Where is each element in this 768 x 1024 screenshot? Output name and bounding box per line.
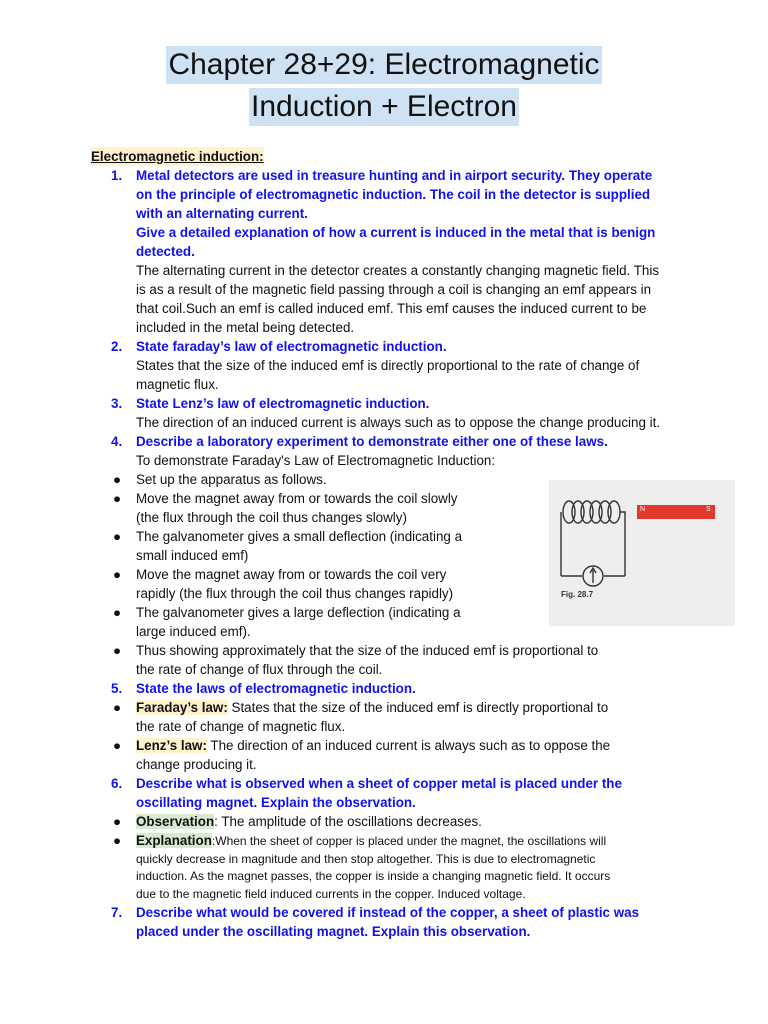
list-item	[91, 527, 546, 565]
question-5	[91, 679, 691, 698]
text-line: Describe what would be covered if instead of the copper, a sheet of plastic was	[136, 905, 640, 920]
question-7	[91, 903, 691, 941]
question-text	[136, 903, 691, 941]
text-line: Move the magnet away from or towards the coil slowly	[136, 491, 458, 506]
observation-label: Observation	[136, 814, 215, 829]
text-line: Metal detectors are used in treasure hunting and in airport security. They operate	[136, 168, 653, 183]
document-title	[0, 46, 768, 126]
lenz-law-label: Lenz’s law:	[136, 738, 207, 753]
bullet-icon: ●	[113, 472, 122, 487]
bullet-icon: ●	[113, 491, 122, 506]
text-line: change producing it.	[136, 757, 257, 772]
text-line: magnetic flux.	[136, 377, 219, 392]
question-1	[91, 166, 691, 337]
list-item	[91, 641, 691, 679]
list-item	[91, 470, 546, 489]
question-3	[91, 394, 691, 432]
text-line: Move the magnet away from or towards the coil very	[136, 567, 447, 582]
magnet-s-label: S	[706, 506, 711, 513]
text-line: :When the sheet of copper is placed under the magnet, the oscillations will	[211, 834, 607, 848]
bullet-icon: ●	[113, 814, 122, 829]
text-line: States that the size of the induced emf is directly proportional to	[227, 700, 609, 715]
answer-text	[136, 261, 691, 337]
title-line-2: Induction + Electron	[249, 88, 519, 126]
section-heading: Electromagnetic induction:	[91, 149, 264, 164]
bullet-icon: ●	[113, 529, 122, 544]
answer-text: To demonstrate Faraday's Law of Electromagnetic Induction:	[136, 453, 496, 468]
bullet-icon: ●	[113, 643, 122, 658]
text-line: rapidly (the flux through the coil thus changes rapidly)	[136, 586, 454, 601]
text-line: the rate of change of magnetic flux.	[136, 719, 346, 734]
answer-text: The direction of an induced current is always such as to oppose the change producing it.	[136, 415, 661, 430]
text-line: : The amplitude of the oscillations decreases.	[214, 814, 482, 829]
text-line: Thus showing approximately that the size of the induced emf is proportional to	[136, 643, 599, 658]
text-line: (the flux through the coil thus changes slowly)	[136, 510, 407, 525]
text-line: small induced emf)	[136, 548, 249, 563]
question-number: 1.	[111, 168, 123, 183]
text-line: detected.	[136, 244, 195, 259]
figure-caption: Fig. 28.7	[561, 590, 594, 599]
text-line: The galvanometer gives a large deflection (indicating a	[136, 605, 461, 620]
text-line: Set up the apparatus as follows.	[136, 472, 327, 487]
magnet-n-label: N	[640, 506, 646, 513]
text-line: the rate of change of flux through the coil.	[136, 662, 383, 677]
text-line: with an alternating current.	[136, 206, 308, 221]
question-2	[91, 337, 691, 394]
text-line: induction. As the magnet passes, the copper is inside a changing magnetic field. It occurs	[136, 869, 611, 883]
question-text	[136, 166, 691, 261]
bullet-icon: ●	[113, 833, 122, 848]
list-item	[91, 603, 546, 641]
question-number: 5.	[111, 681, 123, 696]
text-line: on the principle of electromagnetic induction. The coil in the detector is supplied	[136, 187, 651, 202]
question-number: 4.	[111, 434, 123, 449]
text-line: due to the magnetic field induced currents in the copper. Induced voltage.	[136, 886, 526, 901]
list-item	[91, 812, 691, 831]
list-item	[91, 565, 546, 603]
text-line: States that the size of the induced emf is directly proportional to the rate of change of	[136, 358, 640, 373]
question-number: 6.	[111, 776, 123, 791]
bullet-icon: ●	[113, 738, 122, 753]
question-text: Describe a laboratory experiment to demonstrate either one of these laws.	[136, 434, 608, 449]
text-line: Give a detailed explanation of how a current is induced in the metal that is benign	[136, 225, 656, 240]
text-line: The alternating current in the detector creates a constantly changing magnetic field. This	[136, 263, 660, 278]
list-item	[91, 489, 546, 527]
question-text	[136, 774, 691, 812]
text-line: quickly decrease in magnitude and then stop altogether. This is due to electromagnetic	[136, 851, 596, 866]
bullet-icon: ●	[113, 700, 122, 715]
question-6	[91, 774, 691, 812]
bar-magnet-icon	[637, 505, 715, 519]
text-line: included in the metal being detected.	[136, 320, 355, 335]
answer-text	[136, 356, 691, 394]
list-item	[91, 831, 691, 903]
text-line: The direction of an induced current is always such as to oppose the	[206, 738, 611, 753]
question-4	[91, 432, 691, 470]
list-item	[91, 736, 691, 774]
text-line: large induced emf).	[136, 624, 251, 639]
observation-list	[91, 812, 691, 903]
question-text: State Lenz’s law of electromagnetic induction.	[136, 396, 430, 411]
text-line: that coil.Such an emf is called induced emf. This emf causes the induced current to be	[136, 301, 647, 316]
figure-coil-galvanometer	[549, 480, 735, 626]
list-item	[91, 698, 691, 736]
text-line: is as a result of the magnetic field passing through a coil is changing an emf appears in	[136, 282, 652, 297]
explanation-label: Explanation	[136, 833, 212, 848]
question-number: 3.	[111, 396, 123, 411]
question-text: State faraday’s law of electromagnetic induction.	[136, 339, 447, 354]
text-line: Describe what is observed when a sheet of copper metal is placed under the	[136, 776, 622, 791]
title-line-1: Chapter 28+29: Electromagnetic	[166, 46, 601, 84]
faraday-law-label: Faraday’s law:	[136, 700, 228, 715]
text-line: placed under the oscillating magnet. Explain this observation.	[136, 924, 531, 939]
text-line: The galvanometer gives a small deflection (indicating a	[136, 529, 463, 544]
question-number: 7.	[111, 905, 123, 920]
coil-diagram	[549, 480, 735, 626]
question-text: State the laws of electromagnetic induction.	[136, 681, 416, 696]
question-number: 2.	[111, 339, 123, 354]
text-line: oscillating magnet. Explain the observation.	[136, 795, 416, 810]
laws-list	[91, 698, 691, 774]
bullet-icon: ●	[113, 567, 122, 582]
bullet-icon: ●	[113, 605, 122, 620]
